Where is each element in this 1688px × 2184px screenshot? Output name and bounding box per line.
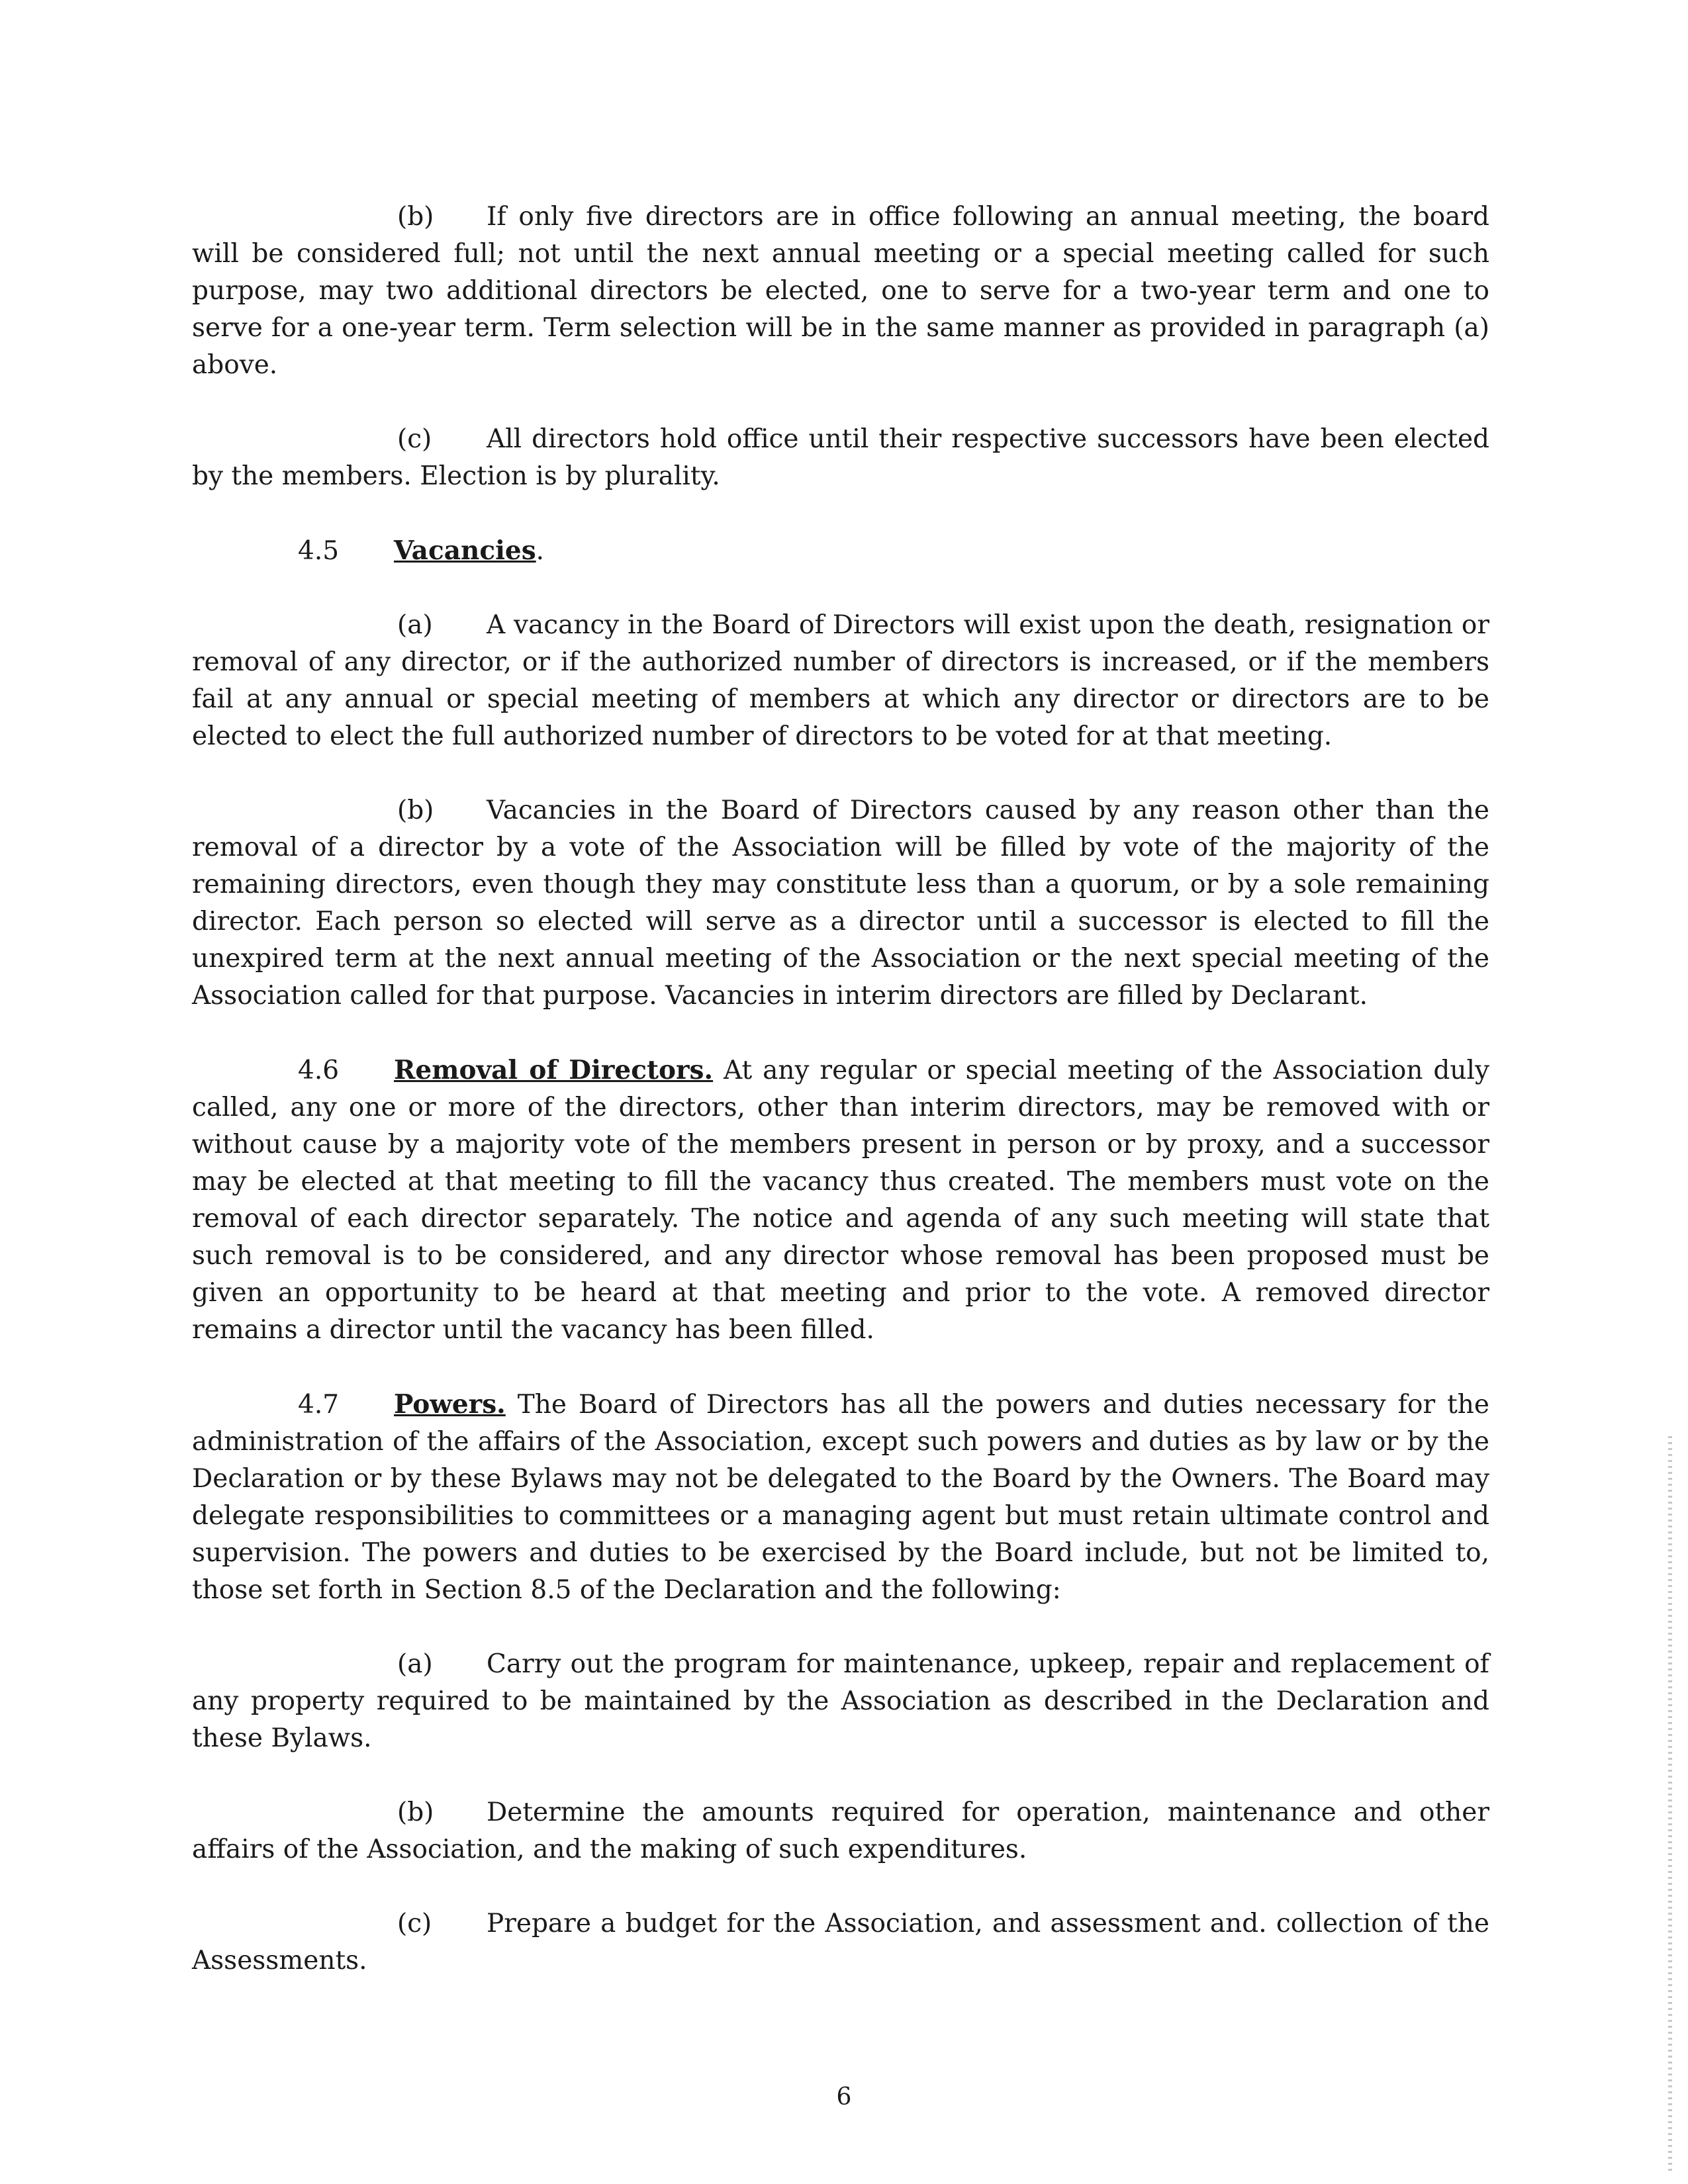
paragraph-label: (c): [397, 424, 432, 454]
paragraph-4-5-a: [192, 607, 1489, 755]
paragraph-label: (c): [397, 1909, 432, 1938]
paragraph-text: Prepare a budget for the Association, and assessment and. collection of the Assessments.: [192, 1909, 1489, 1976]
paragraph-text: If only five directors are in office following an annual meeting, the board will be considered full; not until the next annual meeting or a special meeting called for such purpose, may two additional directors be elected, one to serve for a two-year term and one to serve for a one-year term. Term selection will be in the same manner as provided in paragraph (a) above.: [192, 202, 1489, 380]
section-title: Powers.: [394, 1389, 506, 1420]
paragraph-4-5-b: [192, 792, 1489, 1015]
paragraph-4-4-c: [192, 421, 1489, 495]
section-title: Removal of Directors.: [394, 1055, 714, 1085]
paragraph-label: (b): [397, 796, 434, 825]
scan-edge-artifact: [1668, 1436, 1672, 2171]
paragraph-4-4-b: [192, 199, 1489, 384]
section-4-5-heading: [192, 532, 1489, 570]
paragraph-text: Vacancies in the Board of Directors caused by any reason other than the removal of a director by a vote of the Association will be filled by vote of the majority of the remaining directors, even though they may constitute less than a quorum, or by a sole remaining director. Each person so elected will serve as a director until a successor is elected to fill the unexpired term at the next annual meeting of the Association or the next special meeting of the Association called for that purpose. Vacancies in interim directors are filled by Declarant.: [192, 796, 1489, 1011]
section-text: The Board of Directors has all the powers and duties necessary for the administration of the affairs of the Association, except such powers and duties as by law or by the Declaration or by these Bylaws may not be delegated to the Board by the Owners. The Board may delegate responsibilities to committees or a managing agent but must retain ultimate control and supervision. The powers and duties to be exercised by the Board include, but not be limited to, those set forth in Section 8.5 of the Declaration and the following:: [192, 1390, 1490, 1605]
section-number: 4.7: [298, 1390, 340, 1420]
section-4-6: [192, 1052, 1489, 1349]
section-number: 4.5: [298, 536, 340, 566]
section-title-punct: .: [536, 536, 545, 566]
section-4-7: [192, 1386, 1489, 1609]
paragraph-text: Carry out the program for maintenance, upkeep, repair and replacement of any property required to be maintained by the Association as described in the Declaration and these Bylaws.: [192, 1649, 1489, 1753]
paragraph-label: (a): [397, 610, 433, 640]
page-number: 6: [836, 2083, 852, 2111]
section-number: 4.6: [298, 1056, 340, 1085]
section-text: At any regular or special meeting of the Association duly called, any one or more of the directors, other than interim directors, may be removed with or without cause by a majority vote of the members present in person or by proxy, and a successor may be elected at that meeting to fill the vacancy thus created. The members must vote on the removal of each director separately. The notice and agenda of any such meeting will state that such removal is to be considered, and any director whose removal has been proposed must be given an opportunity to be heard at that meeting and prior to the vote. A removed director remains a director until the vacancy has been filled.: [192, 1056, 1490, 1345]
paragraph-4-7-b: [192, 1794, 1489, 1868]
document-page: [192, 199, 1489, 1979]
paragraph-label: (b): [397, 1797, 434, 1827]
paragraph-text: All directors hold office until their respective successors have been elected by the members. Election is by plurality.: [192, 424, 1489, 491]
paragraph-label: (a): [397, 1649, 433, 1679]
paragraph-text: A vacancy in the Board of Directors will exist upon the death, resignation or removal of any director, or if the authorized number of directors is increased, or if the members fail at any annual or special meeting of members at which any director or directors are to be elected to elect the full authorized number of directors to be voted for at that meeting.: [192, 610, 1489, 751]
section-title: Vacancies: [394, 535, 536, 566]
paragraph-4-7-a: [192, 1646, 1489, 1757]
paragraph-label: (b): [397, 202, 434, 232]
paragraph-text: Determine the amounts required for operation, maintenance and other affairs of the Association, and the making of such expenditures.: [192, 1797, 1489, 1864]
paragraph-4-7-c: [192, 1905, 1489, 1979]
